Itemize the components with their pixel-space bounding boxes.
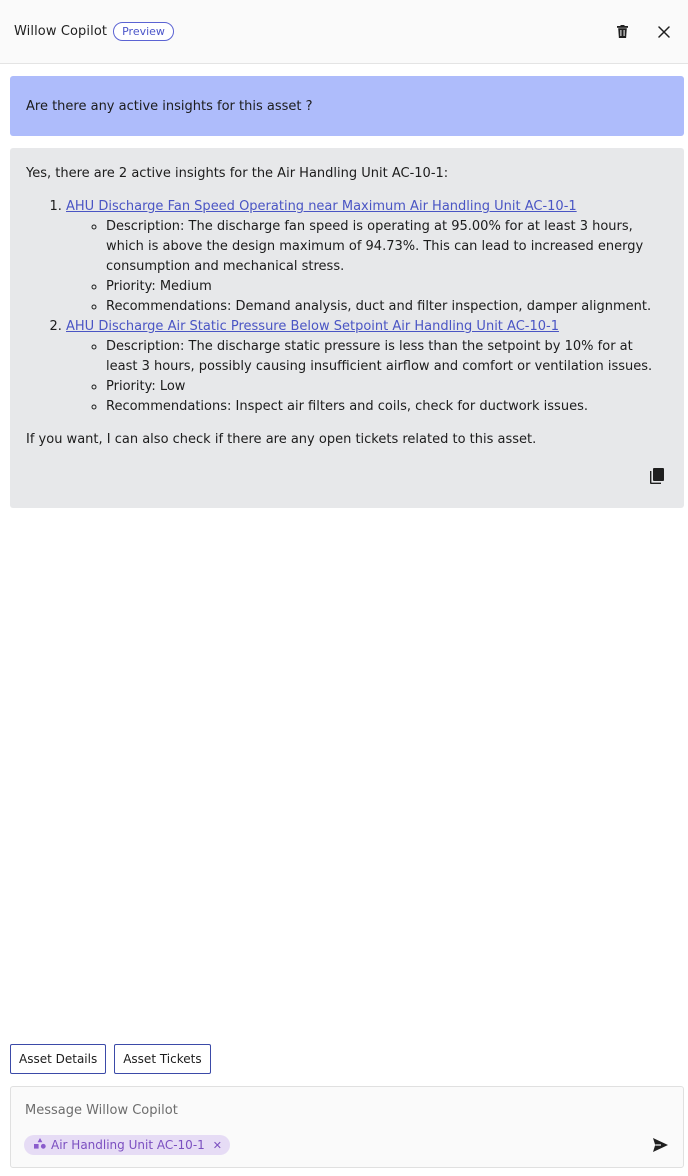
insight-details [66,337,668,417]
header-actions [614,24,674,40]
insight-description: ◦ Description: The discharge fan speed is operating at 95.00% for at least 3 hours, which is above the design maximum of 94.73%. This can lead to increased energy consumption and mechanical stress. [106,217,668,277]
insight-priority: ◦ Priority: Medium [106,277,668,297]
insight-details [66,217,668,317]
app-title: Willow Copilot [14,24,108,39]
close-icon[interactable] [656,24,672,40]
chip-close-icon[interactable]: ✕ [212,1138,222,1152]
insight-recommendations: ◦ Recommendations: Inspect air filters and coils, check for ductwork issues. [106,397,668,417]
insight-priority: ◦ Priority: Low [106,377,668,397]
message-composer [10,1086,684,1168]
assistant-outro: If you want, I can also check if there are any open tickets related to this asset. [26,432,537,447]
copy-icon[interactable] [650,468,664,484]
asset-tickets-button[interactable]: Asset Tickets [114,1044,210,1074]
user-message-text: Are there any active insights for this asset ? [26,98,313,114]
insights-list [26,197,668,417]
insight-link[interactable]: AHU Discharge Fan Speed Operating near Maximum Air Handling Unit AC-10-1 [66,199,577,214]
suggestion-chips [10,1044,211,1074]
insight-recommendations: ◦ Recommendations: Demand analysis, duct and filter inspection, damper alignment. [106,297,668,317]
context-chip-label: Air Handling Unit AC-10-1 [51,1138,205,1152]
asset-context-chip[interactable] [24,1135,230,1155]
assistant-message [10,148,684,508]
user-message [10,76,684,136]
insight-item [66,317,668,417]
trash-icon[interactable] [614,24,630,40]
message-input[interactable] [25,1101,625,1119]
send-icon[interactable] [653,1137,669,1153]
asset-icon [34,1138,46,1152]
insight-link[interactable]: AHU Discharge Air Static Pressure Below Setpoint Air Handling Unit AC-10-1 [66,319,559,334]
insight-item [66,197,668,317]
preview-badge: Preview [113,22,174,41]
header [0,0,688,64]
assistant-intro: Yes, there are 2 active insights for the Air Handling Unit AC-10-1: [26,166,449,181]
asset-details-button[interactable]: Asset Details [10,1044,106,1074]
insight-description: ◦ Description: The discharge static pressure is less than the setpoint by 10% for at least 3 hours, possibly causing insufficient airflow and comfort or ventilation issues. [106,337,668,377]
